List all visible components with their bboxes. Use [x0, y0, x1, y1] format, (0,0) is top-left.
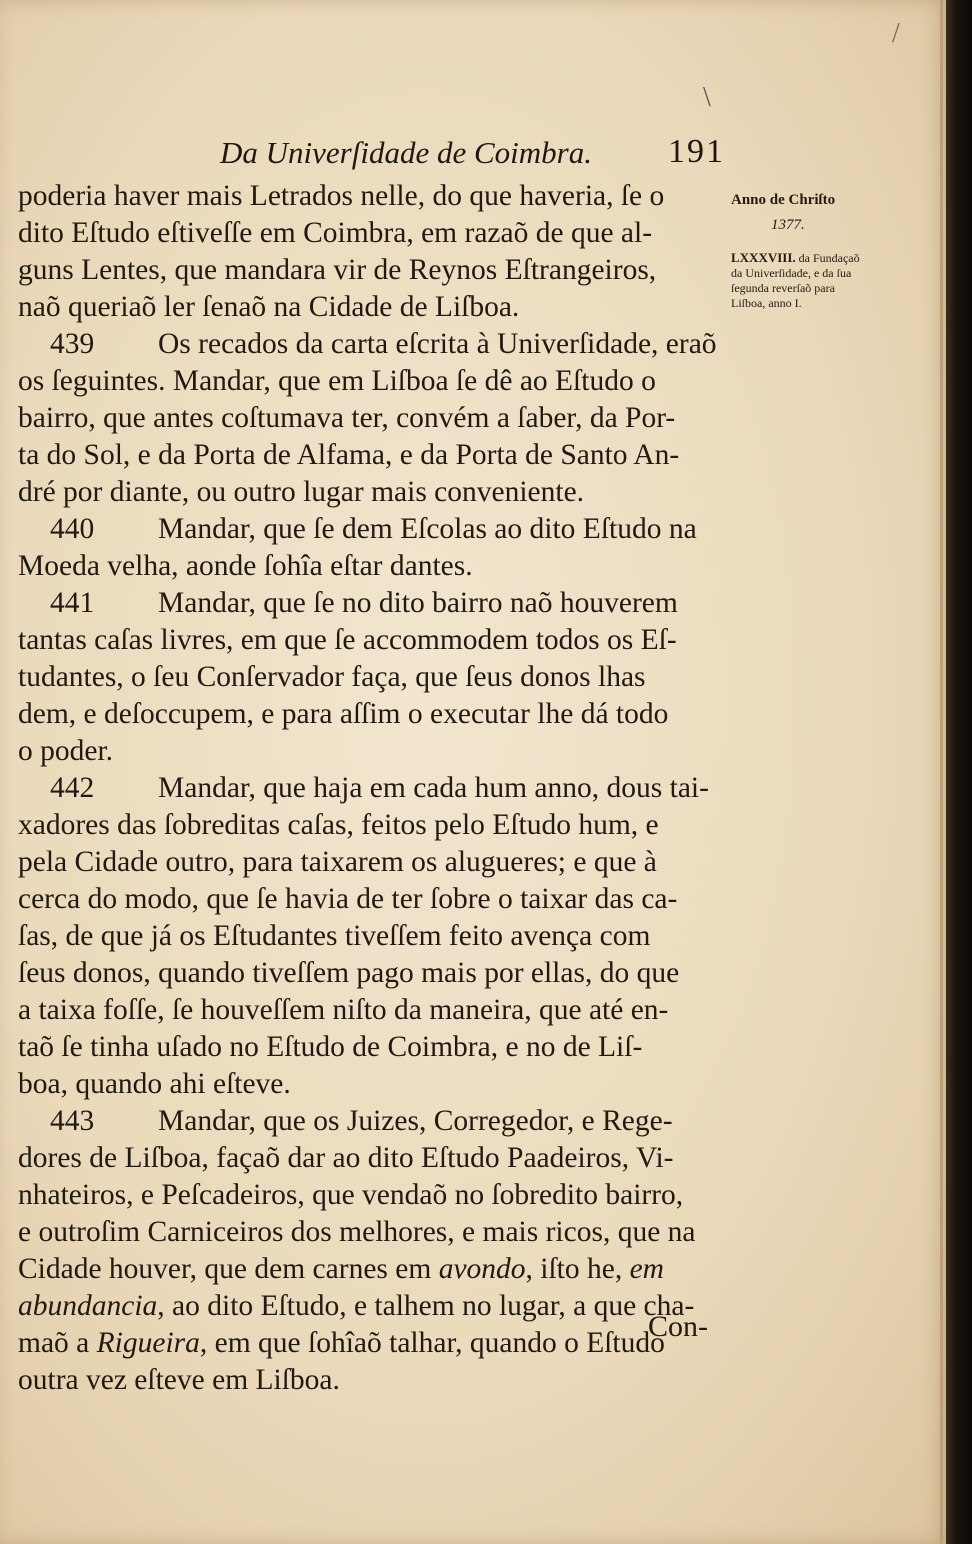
- text-line: xadores das ſobreditas caſas, feitos pelo Eſtudo hum, e: [18, 809, 659, 841]
- paragraph-441-first-line: 441 Mandar, que ſe no dito bairro naõ houverem: [18, 585, 723, 622]
- text-line: dito Eſtudo eſtiveſſe em Coimbra, em razaõ de que al-: [18, 217, 653, 249]
- text-line: dré por diante, ou outro lugar mais conveniente.: [18, 476, 585, 508]
- text-line: dem, e deſoccupem, e para aſſim o executar lhe dá todo: [18, 698, 669, 730]
- margin-year: 1377.: [771, 217, 805, 233]
- running-head: [0, 135, 946, 175]
- paragraph-number: 440: [50, 513, 95, 545]
- text-line: abundancia, ao dito Eſtudo, e talhem no lugar, a que cha-: [18, 1290, 695, 1322]
- mark-slash-icon: \: [703, 82, 711, 113]
- text-line: naõ queriaõ ler ſenaõ na Cidade de Liſboa.: [18, 291, 520, 323]
- paragraph-number: 439: [50, 328, 95, 360]
- margin-year-label: Anno de Chriſto: [731, 192, 836, 208]
- text-line: ta do Sol, e da Porta de Alfama, e da Porta de Santo An-: [18, 439, 680, 471]
- page-number: 191: [668, 133, 725, 170]
- body-text: [18, 178, 723, 1399]
- paragraph-number: 443: [50, 1105, 95, 1137]
- text-line: outra vez eſteve em Liſboa.: [18, 1364, 340, 1396]
- text-line: taõ ſe tinha uſado no Eſtudo de Coimbra, e no de Liſ-: [18, 1031, 643, 1063]
- paragraph-440-first-line: 440 Mandar, que ſe dem Eſcolas ao dito Eſtudo na: [18, 511, 723, 548]
- running-title: Da Univerſidade de Coimbra.: [220, 135, 592, 170]
- text-line: bairro, que antes coſtumava ter, convém a ſaber, da Por-: [18, 402, 676, 434]
- text-line: o poder.: [18, 735, 114, 767]
- text-line: e outroſim Carniceiros dos melhores, e mais ricos, que na: [18, 1216, 696, 1248]
- text-line: tudantes, o ſeu Conſervador faça, que ſeus donos lhas: [18, 661, 646, 693]
- paragraph-439-first-line: 439 Os recados da carta eſcrita à Univerſidade, eraõ: [18, 326, 723, 363]
- paragraph-442-first-line: 442 Mandar, que haja em cada hum anno, dous tai-: [18, 770, 723, 807]
- margin-note: [731, 250, 866, 311]
- catchword: Con-: [648, 1310, 708, 1343]
- page-edge: [940, 0, 943, 1544]
- text-line: ſas, de que já os Eſtudantes tiveſſem feito avença com: [18, 920, 651, 952]
- margin-note-lead: LXXXVIII.: [731, 250, 796, 265]
- text-line: dores de Liſboa, façaõ dar ao dito Eſtudo Paadeiros, Vi-: [18, 1142, 674, 1174]
- text-line: Cidade houver, que dem carnes em avondo, iſto he, em: [18, 1253, 664, 1285]
- paragraph-443-first-line: 443 Mandar, que os Juizes, Corregedor, e Rege-: [18, 1103, 723, 1140]
- text-line: os ſeguintes. Mandar, que em Liſboa ſe dê ao Eſtudo o: [18, 365, 656, 397]
- mark-slash-icon: /: [892, 18, 900, 49]
- book-binding-edge: [946, 0, 972, 1544]
- text-line: boa, quando ahi eſteve.: [18, 1068, 291, 1100]
- paragraph-number: 442: [50, 772, 95, 804]
- text-line: maõ a Rigueira, em que ſohîaõ talhar, quando o Eſtudo: [18, 1327, 665, 1359]
- text-line: pela Cidade outro, para taixarem os alugueres; e que à: [18, 846, 657, 878]
- text-line: nhateiros, e Peſcadeiros, que vendaõ no ſobredito bairro,: [18, 1179, 684, 1211]
- text-line: ſeus donos, quando tiveſſem pago mais por ellas, do que: [18, 957, 680, 989]
- margin-notes: [731, 192, 881, 311]
- paragraph-number: 441: [50, 587, 95, 619]
- text-line: poderia haver mais Letrados nelle, do que haveria, ſe o: [18, 180, 665, 212]
- text-line: guns Lentes, que mandara vir de Reynos Eſtrangeiros,: [18, 254, 657, 286]
- text-line: a taixa foſſe, ſe houveſſem niſto da maneira, que até en-: [18, 994, 669, 1026]
- text-line: tantas caſas livres, em que ſe accommodem todos os Eſ-: [18, 624, 677, 656]
- text-line: cerca do modo, que ſe havia de ter ſobre o taixar das ca-: [18, 883, 678, 915]
- text-line: Moeda velha, aonde ſohîa eſtar dantes.: [18, 550, 473, 582]
- margin-note-text: da Fundaçaõ da Univerſidade, e da ſua ſegunda reverſaõ para Liſboa, anno I.: [731, 251, 860, 310]
